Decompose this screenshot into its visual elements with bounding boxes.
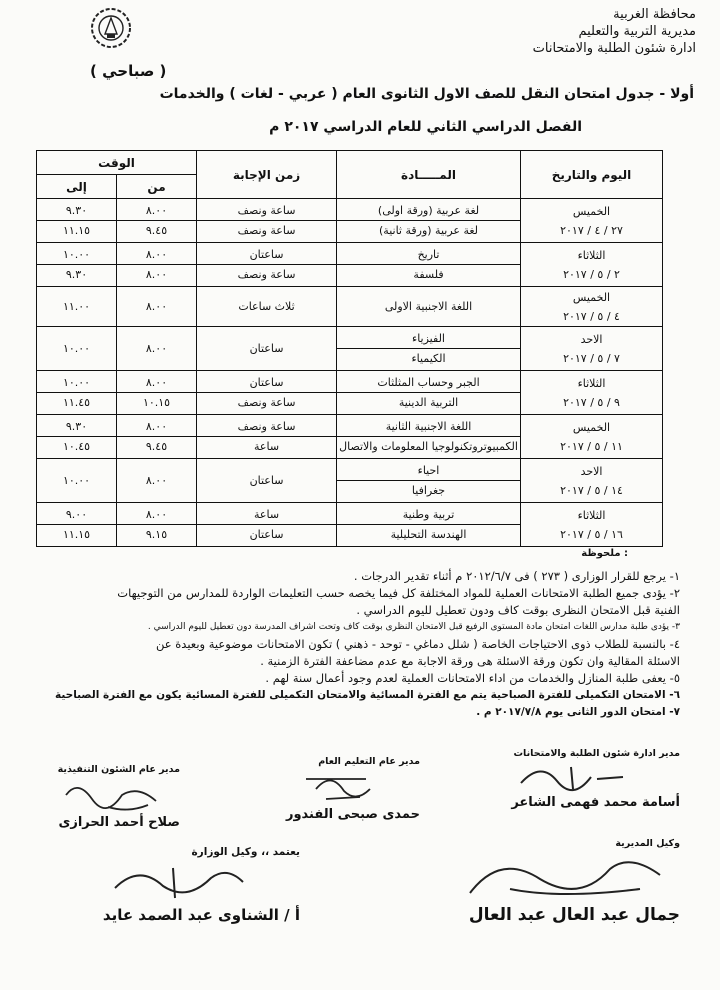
duration-label: ساعتان [249, 248, 284, 261]
header-from: من [117, 175, 197, 199]
signature-name: حمدى صبحى الفندور [285, 807, 420, 822]
notes-list [40, 568, 680, 721]
start-time-cell [117, 371, 197, 415]
governorate-label: محافظة الغربية [613, 7, 696, 22]
start-time: ٨.٠٠ [145, 508, 168, 521]
duration-label-cell [197, 199, 337, 243]
subject-label: احياء [417, 464, 440, 477]
table-row [37, 243, 663, 287]
duration-label: ساعتان [249, 342, 284, 355]
signature-title: وكيل المديرية [615, 838, 680, 849]
duration-label-cell [197, 371, 337, 415]
start-time-cell [117, 243, 197, 287]
note-item: ٢- يؤدى جميع الطلبة الامتحانات العملية للمواد المختلفة كل فيما يخصه حسب التعليمات الواردة للمدارس من التوجيهات [117, 586, 680, 600]
handwritten-signature-icon [286, 767, 386, 807]
start-time: ٨.٠٠ [145, 248, 168, 261]
subject-label-cell [337, 287, 521, 327]
day-label: الثلاثاء [577, 248, 606, 262]
day-label: الاحد [580, 332, 603, 346]
note-item: ٣- يؤدى طلبة مدارس اللغات امتحان مادة المستوى الرفيع قبل الامتحان النظرى بوقت كاف وتحت اشراف المدرسة دون تعطيل لليوم الدراسي . [147, 622, 680, 632]
table-row [37, 371, 663, 415]
start-time-cell [117, 415, 197, 459]
header-day-date: اليوم والتاريخ [521, 151, 663, 199]
date-label: ١٤ / ٥ / ٢٠١٧ [560, 483, 623, 497]
date-label: ١١ / ٥ / ٢٠١٧ [560, 439, 623, 453]
subject-label: اللغة الاجنبية الاولى [384, 300, 473, 313]
end-time-cell [37, 503, 117, 547]
note-item: ٦- الامتحان التكميلى للفترة الصباحية يتم مع الفترة المسائية والامتحان التكميلى للفترة المسائية يكون مع الفترة الصباحية [54, 689, 680, 701]
note-item: ١- يرجع للقرار الوزارى ( ٢٧٣ ) فى ٢٠١٢/٦/٧ م أثناء تقدير الدرجات . [353, 569, 680, 583]
table-row [37, 415, 663, 459]
subject-label-cell [337, 503, 521, 547]
header-to: إلى [37, 175, 117, 199]
start-time: ٨.٠٠ [145, 204, 168, 217]
subject-label-cell [337, 459, 521, 503]
note-item: الفنية قبل الامتحان النظرى بوقت كاف ودون تعطيل لليوم الدراسي . [356, 603, 680, 617]
subject-label: تربية وطنية [402, 508, 455, 521]
duration-label: ساعة ونصف [197, 220, 336, 240]
day-date-cell [521, 415, 663, 459]
header-subject: المـــــادة [337, 151, 521, 199]
signature-title: مدير عام الشئون التنفيذية [57, 764, 180, 775]
duration-label: ساعة [254, 508, 280, 521]
start-time: ٩.١٥ [117, 524, 196, 544]
start-time: ٨.٠٠ [145, 474, 168, 487]
duration-label: ساعة ونصف [197, 264, 336, 284]
signature-name: أسامة محمد فهمى الشاعر [511, 795, 680, 810]
end-time: ١٠.٠٠ [62, 342, 91, 355]
exam-schedule-table [36, 150, 663, 547]
subject-label-cell [337, 371, 521, 415]
end-time: ١٠.٠٠ [62, 474, 91, 487]
table-row [37, 503, 663, 547]
table-row [37, 327, 663, 371]
date-label: ٢٧ / ٤ / ٢٠١٧ [560, 223, 623, 237]
ministry-logo-icon [88, 4, 134, 52]
start-time-cell [117, 327, 197, 371]
end-time: ١١.٠٠ [62, 300, 91, 313]
signature-title: يعتمد ،، وكيل الوزارة [191, 846, 300, 858]
header-time: الوقت [37, 151, 197, 175]
subject-label: اللغة الاجنبية الثانية [385, 420, 472, 433]
signature-title: مدير عام التعليم العام [318, 756, 420, 767]
date-label: ٤ / ٥ / ٢٠١٧ [563, 309, 620, 323]
end-time: ٩.٣٠ [65, 204, 88, 217]
note-item: ٥- يعفى طلبة المنازل والخدمات من اداء الامتحانات العملية لعدم وجود أعمال سنة لهم . [265, 671, 680, 685]
signature-executive-affairs [58, 764, 180, 830]
day-label: الاحد [580, 464, 603, 478]
duration-label: ساعتان [249, 474, 284, 487]
signature-name: أ / الشناوى عبد الصمد عايد [102, 906, 300, 924]
subject-label: فلسفة [337, 264, 520, 284]
subject-label-cell [337, 199, 521, 243]
signature-general-manager [286, 756, 420, 822]
signature-name: صلاح أحمد الحرازى [58, 815, 180, 830]
subject-label-cell [337, 243, 521, 287]
subject-label: الهندسة التحليلية [337, 524, 520, 544]
subject-label: التربية الدينية [337, 392, 520, 412]
subject-label-cell [337, 327, 521, 371]
duration-label: ساعة ونصف [237, 204, 296, 217]
subject-label: الكيمياء [337, 348, 520, 368]
end-time-cell [37, 415, 117, 459]
date-label: ١٦ / ٥ / ٢٠١٧ [560, 527, 623, 541]
end-time-cell [37, 371, 117, 415]
day-label: الثلاثاء [577, 508, 606, 522]
signature-approval [103, 846, 300, 924]
end-time-cell [37, 243, 117, 287]
table-row [37, 199, 663, 243]
handwritten-signature-icon [440, 849, 680, 905]
date-label: ٢ / ٥ / ٢٠١٧ [563, 267, 620, 281]
start-time-cell [117, 199, 197, 243]
subject-label: الكمبيوتروتكنولوجيا المعلومات والاتصال [337, 436, 520, 456]
subject-label: لغة عربية (ورقة ثانية) [337, 220, 520, 240]
day-date-cell [521, 199, 663, 243]
start-time-cell [117, 459, 197, 503]
day-date-cell [521, 287, 663, 327]
header-duration: زمن الإجابة [197, 151, 337, 199]
day-date-cell [521, 503, 663, 547]
start-time: ٨.٠٠ [117, 264, 196, 284]
subject-label: جغرافيا [337, 480, 520, 500]
table-row [37, 459, 663, 503]
subject-label: الفيزياء [412, 332, 445, 345]
shift-label: ( صباحي ) [90, 62, 167, 80]
end-time: ١٠.٤٥ [37, 436, 116, 456]
duration-label: ساعتان [249, 376, 284, 389]
start-time: ٨.٠٠ [145, 420, 168, 433]
start-time: ٨.٠٠ [145, 342, 168, 355]
notes-label: ملحوظة : [581, 548, 628, 559]
start-time: ٨.٠٠ [145, 376, 168, 389]
handwritten-signature-icon [58, 775, 168, 815]
subject-label-cell [337, 415, 521, 459]
end-time: ٩.٠٠ [65, 508, 88, 521]
duration-label-cell [197, 243, 337, 287]
end-time-cell [37, 327, 117, 371]
start-time-cell [117, 287, 197, 327]
subject-label: لغة عربية (ورقة اولى) [377, 204, 480, 217]
end-time: ١١.١٥ [37, 524, 116, 544]
duration-label: ساعة ونصف [237, 420, 296, 433]
day-label: الخميس [572, 420, 611, 434]
end-time-cell [37, 199, 117, 243]
day-label: الثلاثاء [577, 376, 606, 390]
day-date-cell [521, 371, 663, 415]
end-time: ١٠.٠٠ [62, 248, 91, 261]
letterhead [533, 6, 696, 57]
end-time: ١٠.٠٠ [62, 376, 91, 389]
day-date-cell [521, 459, 663, 503]
duration-label-cell [197, 503, 337, 547]
day-label: الخميس [572, 204, 611, 218]
day-label: الخميس [572, 290, 611, 304]
day-date-cell [521, 327, 663, 371]
duration-label-cell [197, 459, 337, 503]
document-subtitle: الفصل الدراسي الثاني للعام الدراسي ٢٠١٧ م [269, 119, 582, 135]
handwritten-signature-icon [103, 858, 253, 906]
duration-label-cell [197, 287, 337, 327]
start-time: ٩.٤٥ [117, 220, 196, 240]
start-time: ٨.٠٠ [145, 300, 168, 313]
duration-label: ساعة ونصف [197, 392, 336, 412]
date-label: ٧ / ٥ / ٢٠١٧ [563, 351, 620, 365]
subject-label: تاريخ [417, 248, 440, 261]
signature-students-affairs [511, 748, 680, 810]
signature-deputy-directorate [440, 838, 680, 925]
department-label: ادارة شئون الطلبة والامتحانات [532, 41, 696, 56]
end-time: ٩.٣٠ [65, 420, 88, 433]
document-title: أولا - جدول امتحان النقل للصف الاول الثانوى العام ( عربي - لغات ) والخدمات [159, 86, 694, 102]
handwritten-signature-icon [511, 759, 631, 795]
end-time: ٩.٣٠ [37, 264, 116, 284]
duration-label: ساعتان [197, 524, 336, 544]
duration-label-cell [197, 415, 337, 459]
start-time-cell [117, 503, 197, 547]
end-time-cell [37, 459, 117, 503]
end-time: ١١.٤٥ [37, 392, 116, 412]
date-label: ٩ / ٥ / ٢٠١٧ [563, 395, 620, 409]
duration-label: ثلاث ساعات [238, 300, 295, 313]
day-date-cell [521, 243, 663, 287]
table-row [37, 287, 663, 327]
note-item: ٧- امتحان الدور الثانى يوم ٢٠١٧/٧/٨ م . [476, 706, 680, 718]
end-time-cell [37, 287, 117, 327]
signature-name: جمال عبد العال عبد العال [468, 905, 680, 925]
start-time: ١٠.١٥ [117, 392, 196, 412]
subject-label: الجبر وحساب المثلثات [377, 376, 480, 389]
end-time: ١١.١٥ [37, 220, 116, 240]
note-item: ٤- بالنسبة للطلاب ذوى الاحتياجات الخاصة ( شلل دماغي - توحد - ذهني ) تكون الامتحانات موضوعية وبعيدة عن [156, 637, 680, 651]
duration-label: ساعة [197, 436, 336, 456]
directorate-label: مديرية التربية والتعليم [578, 24, 696, 39]
duration-label-cell [197, 327, 337, 371]
note-item: الاسئلة المقالية وان تكون ورقة الاسئلة هى ورقة الاجابة مع عدم مضاعفة الفترة الزمنية . [260, 654, 680, 668]
start-time: ٩.٤٥ [117, 436, 196, 456]
signature-title: مدير ادارة شئون الطلبة والامتحانات [513, 748, 680, 759]
